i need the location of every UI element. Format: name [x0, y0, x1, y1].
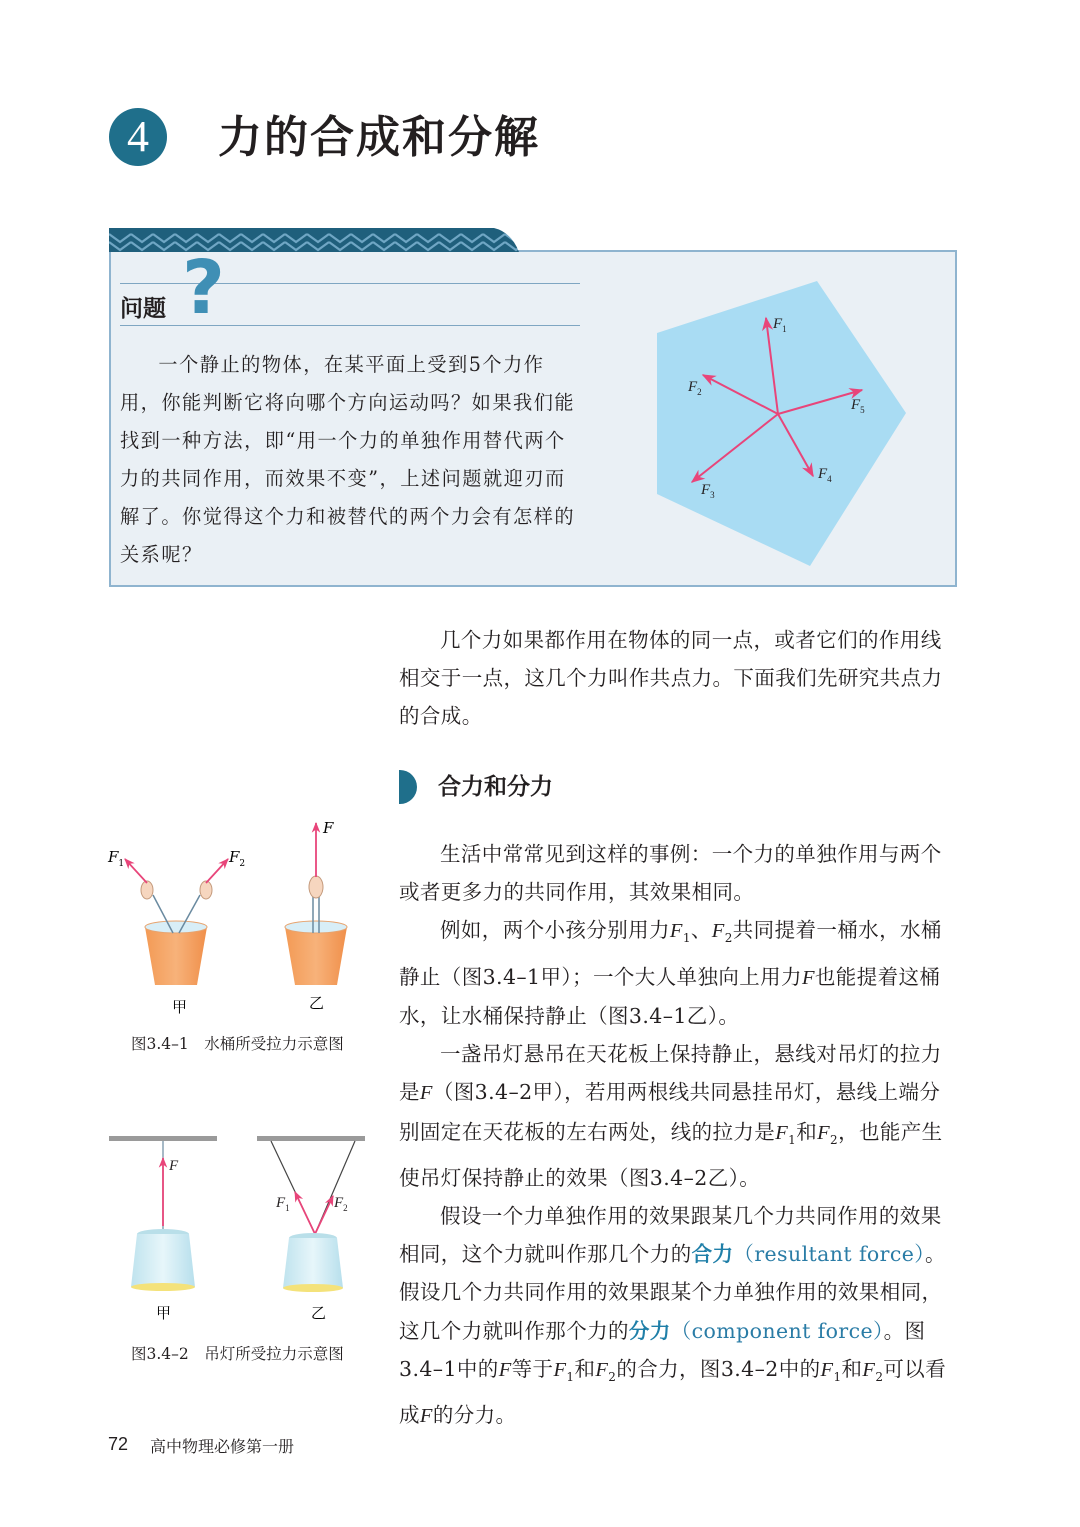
- svg-text:F: F: [169, 1158, 179, 1174]
- bucket-jia: [107, 848, 245, 985]
- figure-lamp-diagram: [105, 1130, 370, 1330]
- svg-text:F2: $F_2$: [334, 1195, 348, 1213]
- problem-banner-zigzag: [109, 228, 519, 252]
- section-number-badge: 4: [109, 108, 167, 166]
- section-title: 力的合成和分解: [218, 112, 540, 163]
- label-yi-2: 乙: [311, 1304, 327, 1322]
- svg-text:F2: $F_2$: [229, 848, 246, 869]
- label-f5: $F_5$: [851, 397, 865, 415]
- label-f1: $F_1$: [773, 316, 787, 334]
- main-text: [399, 835, 959, 1435]
- page-number: 72: [108, 1434, 129, 1454]
- label-jia-2: 甲: [156, 1304, 172, 1322]
- figure-bucket-diagram: [105, 815, 370, 1020]
- figure-caption-1: 图3.4–1 水桶所受拉力示意图: [131, 1035, 344, 1053]
- paragraph-4: 假设一个力单独作用的效果跟某几个力共同作用的效果相同，这个力就叫作那几个力的合力（resultant force）。假设几个力共同作用的效果跟某个力单独作用的效果相同，这几个力就叫作那个力的分力（component force）。图3.4–1中的F等于$F_1$和$F_2$的合力，图3.4–2中的$F_1$和$F_2$可以看成F的分力。: [399, 1204, 947, 1428]
- question-mark-icon: ?: [182, 245, 225, 331]
- svg-text:F1: $F_1$: [108, 848, 125, 869]
- subheading-marker: [399, 770, 417, 804]
- label-f3: $F_3$: [701, 482, 715, 500]
- bucket-yi: [285, 819, 347, 985]
- five-forces-diagram: [650, 278, 910, 568]
- label-f2: $F_2$: [688, 379, 702, 397]
- paragraph-2: 例如，两个小孩分别用力$F_1$、$F_2$共同提着一桶水，水桶静止（图3.4–1甲）；一个大人单独向上用力F也能提着这桶水，让水桶保持静止（图3.4–1乙）。: [399, 918, 942, 1028]
- book-title: 高中物理必修第一册: [150, 1437, 295, 1456]
- keyword-resultant-force: 合力: [691, 1242, 734, 1267]
- paragraph-1: 生活中常常见到这样的事例：一个力的单独作用与两个或者更多力的共同作用，其效果相同。: [399, 842, 942, 905]
- lamp-jia: [131, 1141, 195, 1291]
- svg-text:F1: $F_1$: [276, 1195, 290, 1213]
- intro-paragraph: 几个力如果都作用在物体的同一点，或者它们的作用线相交于一点，这几个力叫作共点力。下面我们先研究共点力的合成。: [399, 628, 943, 729]
- problem-label: 问题: [120, 296, 166, 322]
- figure-caption-2: 图3.4–2 吊灯所受拉力示意图: [131, 1345, 344, 1363]
- paragraph-3: 一盏吊灯悬吊在天花板上保持静止，悬线对吊灯的拉力是F（图3.4–2甲），若用两根线共同悬挂吊灯，悬线上端分别固定在天花板的左右两处，线的拉力是$F_1$和$F_2$，也能产生使吊灯保持静止的效果（图3.4–2乙）。: [399, 1042, 943, 1190]
- label-jia: 甲: [172, 998, 188, 1016]
- label-f4: $F_4$: [818, 466, 832, 484]
- subheading-title: 合力和分力: [438, 774, 553, 800]
- label-yi: 乙: [309, 994, 325, 1012]
- svg-text:F: F: [323, 819, 334, 837]
- keyword-component-force: 分力: [628, 1318, 671, 1343]
- problem-text: 一个静止的物体，在某平面上受到5个力作用，你能判断它将向哪个方向运动吗？如果我们能找到一种方法，即“用一个力的单独作用替代两个力的共同作用，而效果不变”，上述问题就迎刃而解了。你觉得这个力和被替代的两个力会有怎样的关系呢？: [120, 353, 576, 566]
- lamp-yi: [271, 1141, 355, 1292]
